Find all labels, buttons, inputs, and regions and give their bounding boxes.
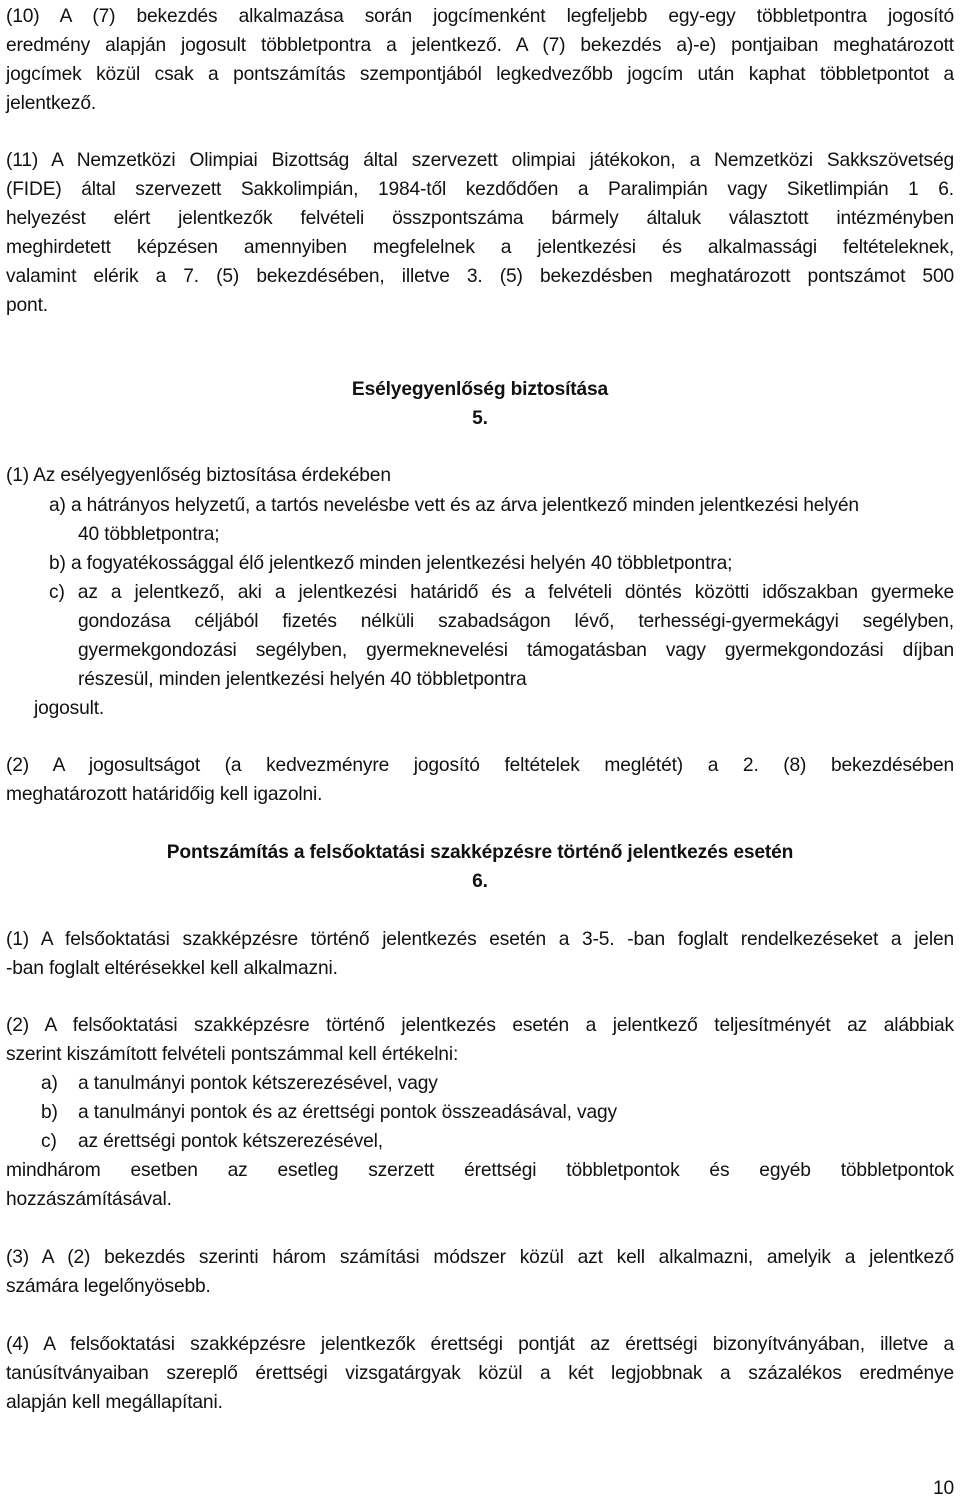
- text-line: jogcímek közül csak a pontszámítás szempontjából legkedvezőbb jogcím után kaphat többletpontot a: [6, 64, 954, 85]
- text-line: b) a fogyatékossággal élő jelentkező minden jelentkezési helyén 40 többletpontra;: [49, 553, 733, 574]
- text-line: alapján kell megállapítani.: [6, 1392, 223, 1413]
- text-line: tanúsítványaiban szereplő érettségi vizsgatárgyak közül a két legjobbnak a százalékos eredménye: [6, 1363, 954, 1384]
- text-line: a tanulmányi pontok kétszerezésével, vagy: [78, 1073, 438, 1094]
- text-line: (2) A jogosultságot (a kedvezményre jogosító feltételek meglétét) a 2. (8) bekezdésében: [6, 755, 954, 776]
- text-line: a) a hátrányos helyzetű, a tartós nevelésbe vett és az árva jelentkező minden jelentkezési helyén: [49, 495, 859, 516]
- list-item-c-continued: [78, 607, 954, 694]
- text-line: helyezést elért jelentkezők felvételi összpontszáma bármely általuk választott intézményben: [6, 208, 954, 229]
- text-line: valamint elérik a 7. (5) bekezdésében, illetve 3. (5) bekezdésben meghatározott pontszámot 500: [6, 266, 954, 287]
- section-5-paragraph-2: [6, 751, 954, 809]
- list-item-a: [49, 491, 954, 520]
- list-closing: [34, 694, 954, 723]
- list-item-a-continued: [78, 520, 954, 549]
- text-line: gyermekgondozási segélyben, gyermeknevelési támogatásban vagy gyermekgondozási díjban: [78, 640, 954, 661]
- section-5-paragraph-1: [6, 461, 954, 490]
- paragraph-11: [6, 146, 954, 320]
- text-line: részesül, minden jelentkezési helyén 40 többletpontra: [78, 669, 527, 690]
- list-item-b: [49, 549, 954, 578]
- text-line: meghatározott határidőig kell igazolni.: [6, 784, 323, 805]
- text-line: (2) A felsőoktatási szakképzésre történő jelentkezés esetén a jelentkező teljesítményét az alábbiak: [6, 1015, 954, 1036]
- section-6-number: 6.: [472, 871, 488, 892]
- text-line: (1) Az esélyegyenlőség biztosítása érdekében: [6, 465, 391, 486]
- text-line: eredmény alapján jogosult többletpontra a jelentkező. A (7) bekezdés a)-e) pontjaiban meghatározott: [6, 35, 954, 56]
- text-line: számára legelőnyösebb.: [6, 1276, 211, 1297]
- text-line: pont.: [6, 295, 48, 316]
- list-marker: a): [41, 1073, 58, 1094]
- section-6-title: Pontszámítás a felsőoktatási szakképzésre történő jelentkezés esetén: [166, 842, 794, 863]
- section-6-paragraph-2: [6, 1011, 954, 1069]
- text-line: (11) A Nemzetközi Olimpiai Bizottság által szervezett olimpiai játékokon, a Nemzetközi Sakkszövetség: [6, 150, 954, 171]
- section-6-paragraph-1: [6, 925, 954, 983]
- paragraph-10: [6, 2, 954, 118]
- text-line: a tanulmányi pontok és az érettségi pontok összeadásával, vagy: [78, 1102, 617, 1123]
- text-line: (10) A (7) bekezdés alkalmazása során jogcímenként legfeljebb egy-egy többletpontra jogosító: [6, 6, 954, 27]
- text-line: gondozása céljából fizetés nélküli szabadságon lévő, terhességi-gyermekágyi segélyben,: [78, 611, 954, 632]
- method-summary: [6, 1156, 954, 1214]
- method-item-b: [41, 1098, 954, 1127]
- list-item-c: [49, 578, 954, 607]
- text-line: mindhárom esetben az esetleg szerzett érettségi többletpontok és egyéb többletpontok: [6, 1160, 954, 1181]
- method-item-a: [41, 1069, 954, 1098]
- text-line: 40 többletpontra;: [78, 524, 220, 545]
- section-6-paragraph-4: [6, 1330, 954, 1417]
- list-marker: b): [41, 1102, 58, 1123]
- text-line: jelentkező.: [6, 93, 97, 114]
- list-marker: c): [41, 1131, 57, 1152]
- section-6-paragraph-3: [6, 1243, 954, 1301]
- text-line: szerint kiszámított felvételi pontszámmal kell értékelni:: [6, 1044, 459, 1065]
- method-item-c: [41, 1127, 954, 1156]
- text-line: az érettségi pontok kétszerezésével,: [78, 1131, 383, 1152]
- page-number: 10: [932, 1478, 954, 1499]
- text-line: c) az a jelentkező, aki a jelentkezési határidő és a felvételi döntés közötti időszakban gyermeke: [49, 582, 954, 603]
- section-5-number: 5.: [472, 408, 488, 429]
- text-line: (3) A (2) bekezdés szerinti három számítási módszer közül azt kell alkalmazni, amelyik a jelentkező: [6, 1247, 954, 1268]
- text-line: (FIDE) által szervezett Sakkolimpián, 1984-től kezdődően a Paralimpián vagy Siketlimpián 1 6.: [6, 179, 954, 200]
- text-line: (4) A felsőoktatási szakképzésre jelentkezők érettségi pontját az érettségi bizonyítványában, illetve a: [6, 1334, 954, 1355]
- text-line: (1) A felsőoktatási szakképzésre történő jelentkezés esetén a 3-5. -ban foglalt rendelkezéseket a jelen: [6, 929, 954, 950]
- text-line: meghirdetett képzésen amennyiben megfelelnek a jelentkezési és alkalmassági feltételeknek,: [6, 237, 954, 258]
- section-5-title: Esélyegyenlőség biztosítása: [351, 379, 609, 400]
- text-line: hozzászámításával.: [6, 1189, 172, 1210]
- text-line: -ban foglalt eltérésekkel kell alkalmazni.: [6, 958, 338, 979]
- text-line: jogosult.: [34, 698, 105, 719]
